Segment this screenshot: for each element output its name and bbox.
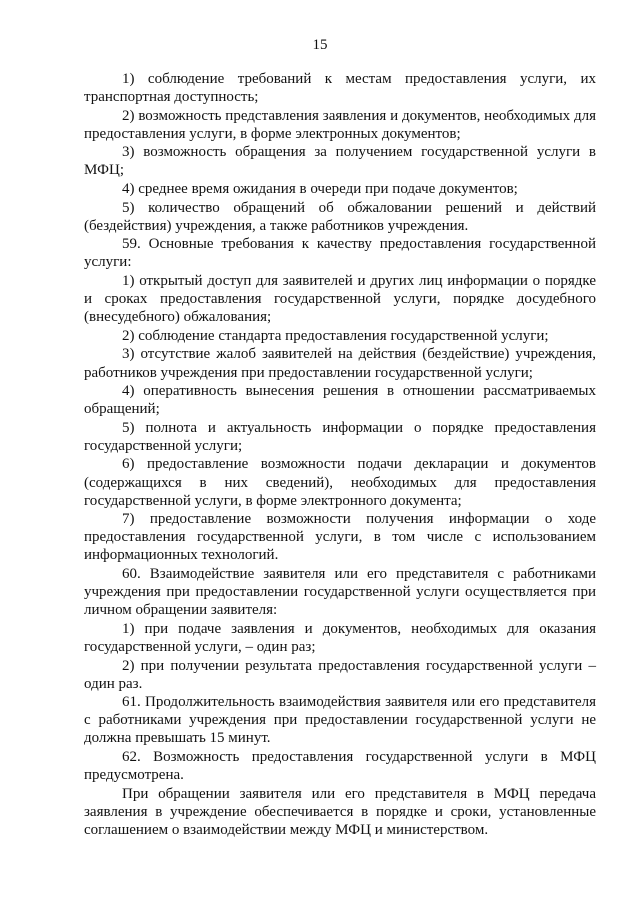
paragraph: 4) среднее время ожидания в очереди при подаче документов; [122,181,518,198]
paragraph: 4) оперативность вынесения решения в отношении рассматриваемых обращений; [84,383,596,418]
paragraph: 3) отсутствие жалоб заявителей на действия (бездействие) учреждения, работников учреждения при предоставлении государственной услуги; [84,346,596,381]
paragraph: 61. Продолжительность взаимодействия заявителя или его представителя с работниками учреждения при предоставлении государственной услуги не должна превышать 15 минут. [84,694,596,747]
paragraph: 6) предоставление возможности подачи декларации и документов (содержащихся в них сведений), необходимых для предоставления государственной услуги, в форме электронного документа; [84,456,596,509]
paragraph: При обращении заявителя или его представителя в МФЦ передача заявления в учреждение обеспечивается в порядке и сроки, установленные соглашением о взаимодействии между МФЦ и министерством. [84,785,596,838]
paragraph: 1) соблюдение требований к местам предоставления услуги, их транспортная доступность; [84,71,596,106]
paragraph: 2) соблюдение стандарта предоставления государственной услуги; [122,327,549,344]
paragraph: 5) полнота и актуальность информации о порядке предоставления государственной услуги; [84,419,596,454]
paragraph: 5) количество обращений об обжаловании решений и действий (бездействия) учреждения, а также работников учреждения. [84,199,596,234]
paragraph: 60. Взаимодействие заявителя или его представителя с работниками учреждения при предоставлении государственной услуги осуществляется при личном обращении заявителя: [84,566,596,619]
paragraph: 3) возможность обращения за получением государственной услуги в МФЦ; [84,144,596,179]
paragraph: 62. Возможность предоставления государственной услуги в МФЦ предусмотрена. [84,748,596,784]
paragraph: 2) возможность представления заявления и документов, необходимых для предоставления услуги, в форме электронных документов; [84,107,596,142]
paragraph: 1) при подаче заявления и документов, необходимых для оказания государственной услуги, – один раз; [84,620,596,655]
paragraph: 59. Основные требования к качеству предоставления государственной услуги: [84,236,596,271]
paragraph: 7) предоставление возможности получения информации о ходе предоставления государственной услуги, в том числе с использованием информационных технологий. [84,511,596,564]
document-body [84,70,596,839]
paragraph: 2) при получении результата предоставления государственной услуги – один раз. [84,657,596,692]
paragraph: 1) открытый доступ для заявителей и других лиц информации о порядке и сроках предоставления государственной услуги, порядке досудебного (внесудебного) обжалования; [84,273,596,326]
page-number: 15 [312,37,328,53]
